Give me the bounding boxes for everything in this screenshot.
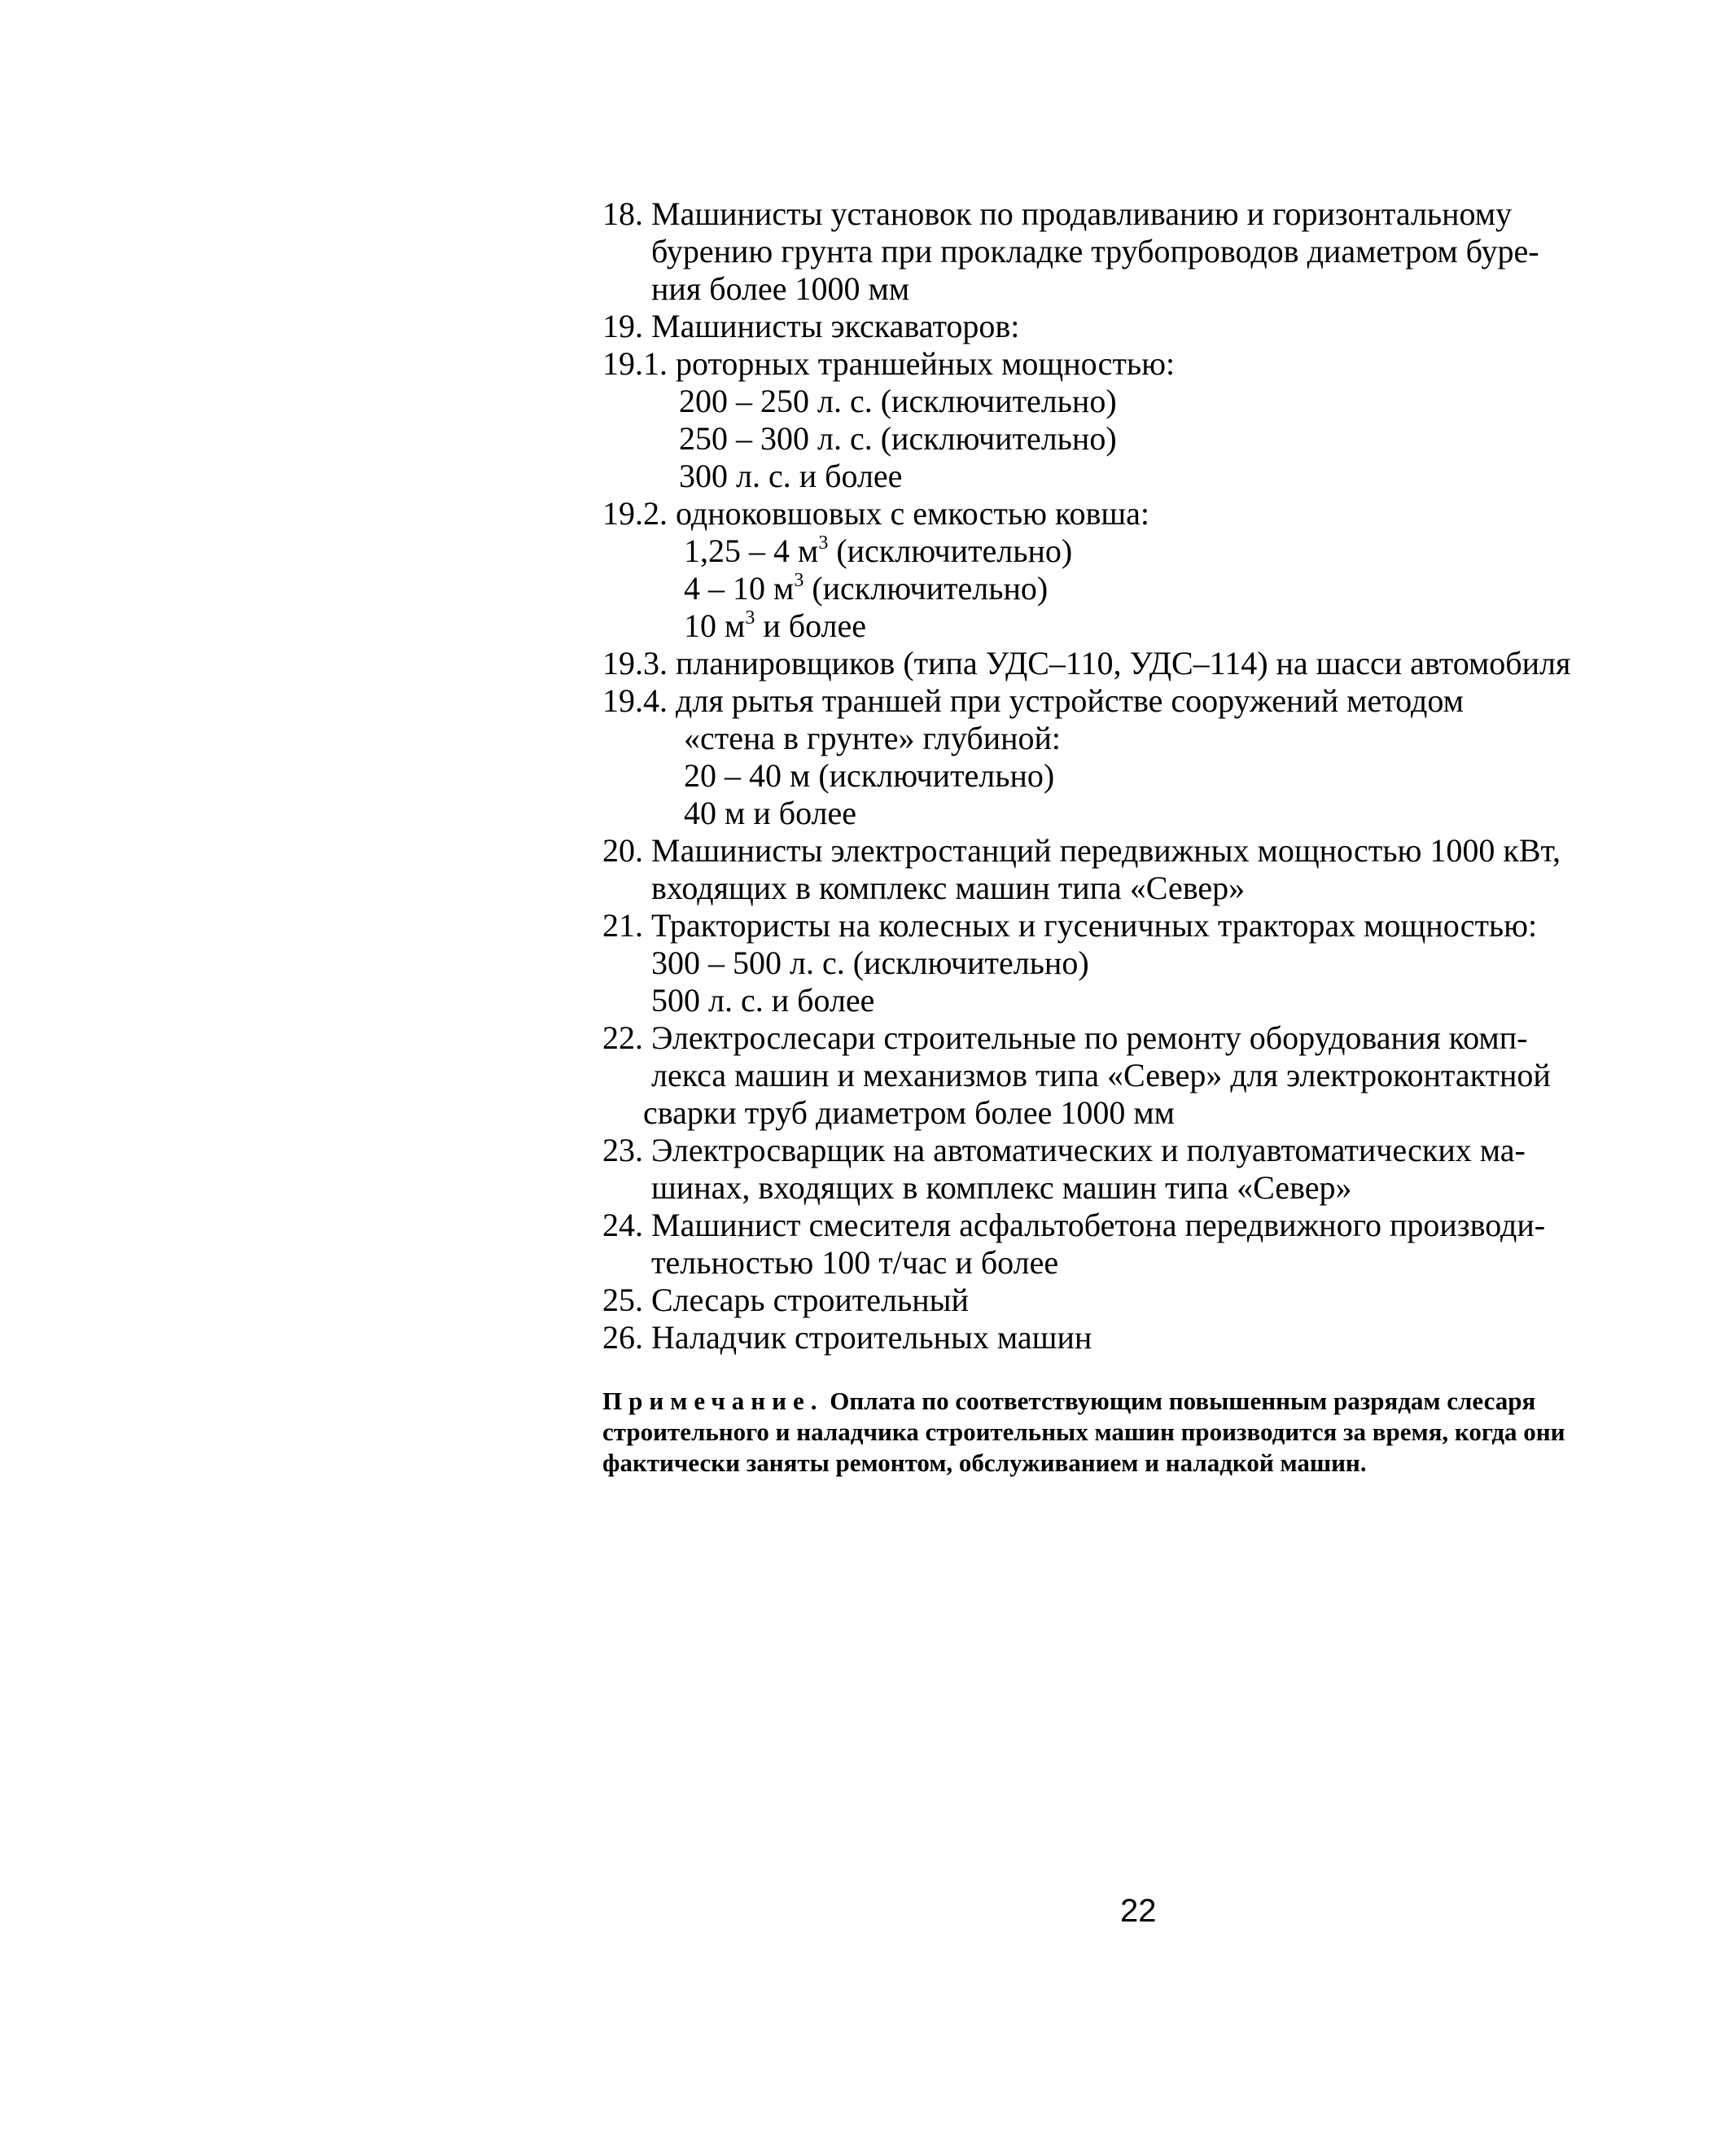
item-text: Электрослесари строительные по ремонту оборудования комп-: [651, 1019, 1528, 1056]
sub-line: 300 л. с. и более: [679, 458, 903, 494]
note-line-3: фактически заняты ремонтом, обслуживанием и наладкой машин.: [602, 1448, 1367, 1477]
note-label: Примечание.: [602, 1387, 824, 1415]
item-19-2: [602, 495, 1149, 532]
item-18-line-3: ния более 1000 мм: [651, 270, 910, 307]
sub-line: 40 м и более: [684, 795, 857, 831]
item-text: Машинисты экскаваторов:: [651, 308, 1020, 344]
superscript: 3: [745, 607, 755, 629]
item-24-line-2: тельностью 100 т/час и более: [651, 1244, 1059, 1281]
sub-text: и более: [755, 607, 867, 644]
item-text: для рытья траншей при устройстве сооружений методом: [676, 682, 1464, 719]
sub-text: (исключительно): [803, 570, 1049, 607]
sub-line: 250 – 300 л. с. (исключительно): [679, 420, 1117, 457]
item-number: 19.2.: [602, 495, 668, 532]
item-number: 18.: [602, 195, 643, 232]
item-number: 19.3.: [602, 645, 668, 681]
item-21-line-3: 500 л. с. и более: [651, 982, 875, 1019]
item-20-line-2: входящих в комплекс машин типа «Север»: [651, 870, 1246, 906]
item-number: 20.: [602, 832, 643, 869]
item-text: одноковшовых с емкостью ковша:: [676, 495, 1149, 532]
item-number: 25.: [602, 1282, 643, 1318]
item-text: Машинисты электростанций передвижных мощностью 1000 кВт,: [651, 832, 1561, 869]
sub-line: [684, 607, 866, 645]
item-22-line-3: сварки труб диаметром более 1000 мм: [643, 1094, 1175, 1131]
item-number: 21.: [602, 907, 643, 944]
sub-line: 20 – 40 м (исключительно): [684, 757, 1055, 794]
item-21-line-2: 300 – 500 л. с. (исключительно): [651, 944, 1089, 981]
note: [602, 1386, 1535, 1417]
item-19-4: [602, 682, 1464, 720]
item-22-line-2: лекса машин и механизмов типа «Север» для электроконтактной: [651, 1057, 1551, 1093]
item-19-3: [602, 645, 1570, 682]
item-23-line-2: шинах, входящих в комплекс машин типа «Север»: [651, 1169, 1352, 1206]
page-number: 22: [1120, 1893, 1157, 1929]
item-26: [602, 1319, 1092, 1356]
item-number: 19.4.: [602, 682, 668, 719]
item-text: планировщиков (типа УДС–110, УДС–114) на шасси автомобиля: [676, 645, 1571, 681]
item-number: 19.: [602, 308, 643, 344]
item-text: Машинисты установок по продавливанию и горизонтальному: [651, 195, 1513, 232]
sub-text: 1,25 – 4 м: [684, 532, 819, 569]
item-18: [602, 195, 1512, 233]
item-number: 19.1.: [602, 345, 668, 382]
item-text: роторных траншейных мощностью:: [676, 345, 1176, 382]
item-19-4-line-2: «стена в грунте» глубиной:: [684, 720, 1062, 756]
item-number: 22.: [602, 1019, 643, 1056]
sub-line: [684, 570, 1048, 607]
item-23: [602, 1132, 1526, 1169]
item-text: Электросварщик на автоматических и полуавтоматических ма-: [651, 1132, 1526, 1168]
item-text: Наладчик строительных машин: [651, 1319, 1092, 1356]
sub-text: 10 м: [684, 607, 746, 644]
item-24: [602, 1207, 1545, 1244]
sub-text: (исключительно): [828, 532, 1073, 569]
item-number: 26.: [602, 1319, 643, 1356]
item-text: Машинист смесителя асфальтобетона передвижного производи-: [651, 1207, 1546, 1243]
item-20: [602, 832, 1561, 870]
item-text: Слесарь строительный: [651, 1282, 969, 1318]
superscript: 3: [818, 532, 829, 554]
superscript: 3: [794, 569, 804, 591]
item-number: 24.: [602, 1207, 643, 1243]
note-text: Оплата по соответствующим повышенным разрядам слесаря: [830, 1387, 1536, 1415]
item-22: [602, 1019, 1527, 1057]
sub-text: 4 – 10 м: [684, 570, 795, 607]
sub-line: 200 – 250 л. с. (исключительно): [679, 383, 1117, 419]
item-21: [602, 907, 1537, 944]
item-19: [602, 308, 1019, 345]
item-25: [602, 1282, 969, 1319]
sub-line: [684, 532, 1072, 570]
note-line-2: строительного и наладчика строительных машин производится за время, когда они: [602, 1418, 1565, 1446]
item-text: Трактористы на колесных и гусеничных тракторах мощностью:: [651, 907, 1538, 944]
item-18-line-2: бурению грунта при прокладке трубопроводов диаметром буре-: [651, 233, 1539, 270]
item-number: 23.: [602, 1132, 643, 1168]
item-19-1: [602, 345, 1175, 383]
